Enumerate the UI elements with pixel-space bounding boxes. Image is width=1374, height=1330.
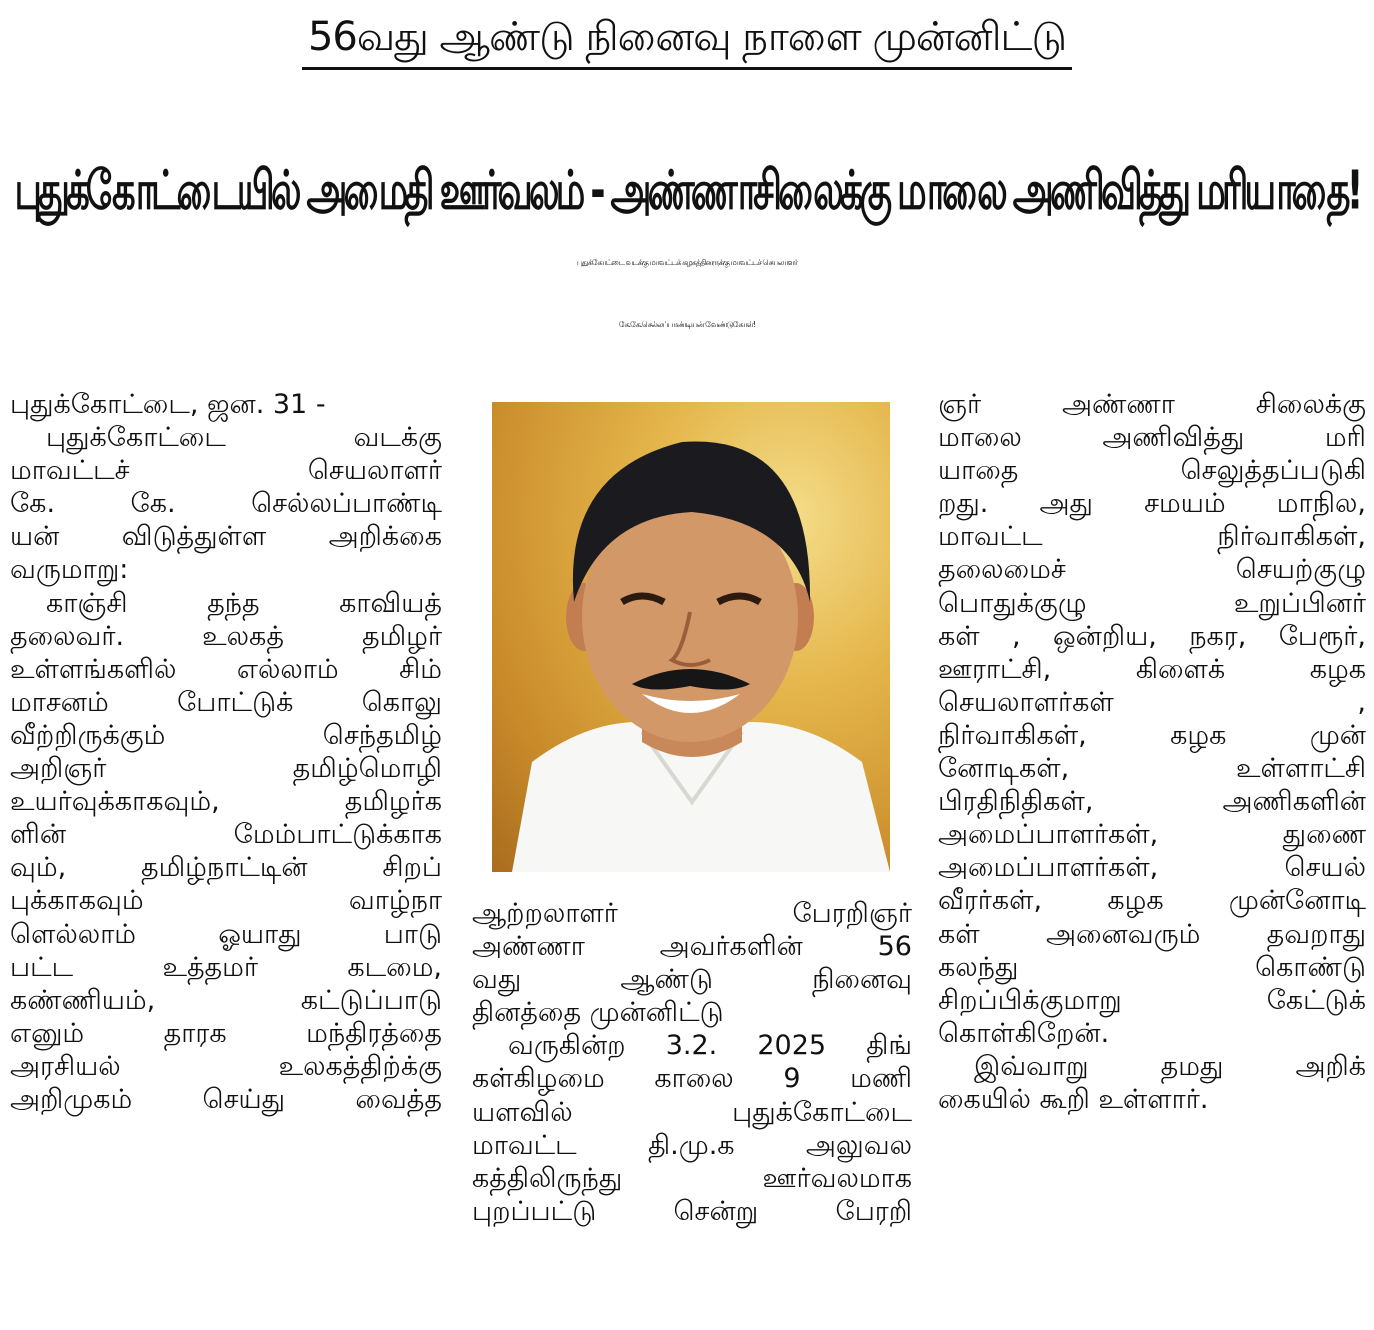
body-line: தினத்தை முன்னிட்டு [472, 997, 724, 1029]
body-line: மாலை அணிவித்து மரி [938, 422, 1366, 454]
body-line: செயலாளர்கள் , [938, 686, 1366, 718]
body-line: அரசியல் உலகத்திற்க்கு [10, 1050, 442, 1082]
body-line: ளின் மேம்பாட்டுக்காக [10, 819, 442, 851]
article-column-2 [472, 897, 912, 1228]
body-line: மாவட்டச் செயலாளர் [10, 455, 442, 487]
body-line: பட்ட உத்தமர் கடமை, [10, 951, 442, 983]
body-line: மாசனம் போட்டுக் கொலு [10, 686, 442, 718]
body-line: ஞர் அண்ணா சிலைக்கு [938, 389, 1366, 420]
body-line: ஊராட்சி, கிளைக் கழக [938, 653, 1366, 685]
body-line: தலைவர். உலகத் தமிழர் [10, 620, 442, 652]
body-line: அமைப்பாளர்கள், செயல் [938, 852, 1366, 884]
article-column-1 [10, 388, 442, 1116]
body-line: வீரர்கள், கழக முன்னோடி [938, 885, 1366, 917]
headline [0, 106, 1374, 256]
body-line: யாதை செலுத்தப்படுகி [938, 455, 1366, 487]
body-line: ளெல்லாம் ஓயாது பாடு [10, 918, 442, 950]
body-line: பிரதிநிதிகள், அணிகளின் [938, 786, 1366, 818]
body-line: தலைமைச் செயற்குழு [938, 554, 1366, 586]
portrait-illustration [492, 402, 890, 872]
article-column-3 [938, 388, 1366, 1116]
body-line: மாவட்ட நிர்வாகிகள், [938, 521, 1366, 553]
body-line: நிர்வாகிகள், கழக முன் [938, 719, 1366, 751]
body-line: இவ்வாறு தமது அறிக் [974, 1050, 1366, 1082]
body-line: உள்ளங்களில் எல்லாம் சிம் [10, 653, 442, 685]
body-line: றது. அது சமயம் மாநில, [938, 488, 1366, 520]
body-line: வது ஆண்டு நினைவு [472, 964, 912, 996]
body-line: வருகின்ற 3.2. 2025 திங் [508, 1030, 912, 1062]
body-line: மாவட்ட தி.மு.க அலுவல [472, 1129, 912, 1161]
body-line: புறப்பட்டு சென்று பேரறி [472, 1195, 912, 1227]
subhead-line-1: புதுக்கோட்டை வடக்கு மாவட்டக் கழகத்தினருக்கு மாவட்டச் செயலாளர் [576, 258, 798, 267]
body-line: கண்ணியம், கட்டுப்பாடு [10, 984, 442, 1016]
body-line: கையில் கூறி உள்ளார். [938, 1083, 1209, 1115]
body-line: னோடிகள், உள்ளாட்சி [938, 753, 1366, 785]
body-line: கள்கிழமை காலை 9 மணி [472, 1063, 912, 1095]
body-line: கத்திலிருந்து ஊர்வலமாக [472, 1162, 912, 1194]
kicker [0, 14, 1374, 70]
body-line: யளவில் புதுக்கோட்டை [472, 1096, 912, 1128]
body-line: சிறப்பிக்குமாறு கேட்டுக் [938, 984, 1366, 1016]
body-line: ஆற்றலாளர் பேரறிஞர் [472, 898, 912, 929]
portrait-photo [492, 402, 890, 872]
body-line: புக்காகவும் வாழ்நா [10, 885, 442, 917]
body-line: அறிமுகம் செய்து வைத்த [10, 1083, 442, 1115]
body-line: கொள்கிறேன். [938, 1017, 1110, 1049]
headline-text: புதுக்கோட்டையில் அமைதி ஊர்வலம் - அண்ணாசிலைக்கு மாலை அணிவித்து மரியாதை! [14, 159, 1360, 222]
body-line: அறிஞர் தமிழ்மொழி [10, 753, 442, 785]
body-line: வீற்றிருக்கும் செந்தமிழ் [10, 719, 442, 751]
body-line: அமைப்பாளர்கள், துணை [938, 819, 1366, 851]
body-line: எனும் தாரக மந்திரத்தை [10, 1017, 442, 1049]
body-line: கலந்து கொண்டு [938, 951, 1366, 983]
body-line: உயர்வுக்காகவும், தமிழர்க [10, 786, 442, 818]
kicker-text: 56வது ஆண்டு நினைவு நாளை முன்னிட்டு [302, 14, 1072, 70]
dateline: புதுக்கோட்டை, ஜன. 31 - [10, 389, 326, 420]
body-line: யன் விடுத்துள்ள அறிக்கை [10, 521, 442, 553]
body-line: வருமாறு: [10, 554, 129, 586]
body-line: கள் , ஒன்றிய, நகர, பேரூர், [938, 620, 1366, 652]
body-line: பொதுக்குழு உறுப்பினர் [938, 587, 1366, 619]
body-line: கள் அனைவரும் தவறாது [938, 918, 1366, 950]
body-line: புதுக்கோட்டை வடக்கு [46, 422, 442, 454]
body-line: அண்ணா அவர்களின் 56 [472, 931, 912, 963]
body-line: காஞ்சி தந்த காவியத் [46, 587, 442, 619]
subhead-line-2: கே.கே.செல்லப்பாண்டியன் வேண்டுகோள்! [618, 320, 756, 329]
body-line: வும், தமிழ்நாட்டின் சிறப் [10, 852, 442, 884]
body-line: கே. கே. செல்லப்பாண்டி [10, 488, 442, 520]
